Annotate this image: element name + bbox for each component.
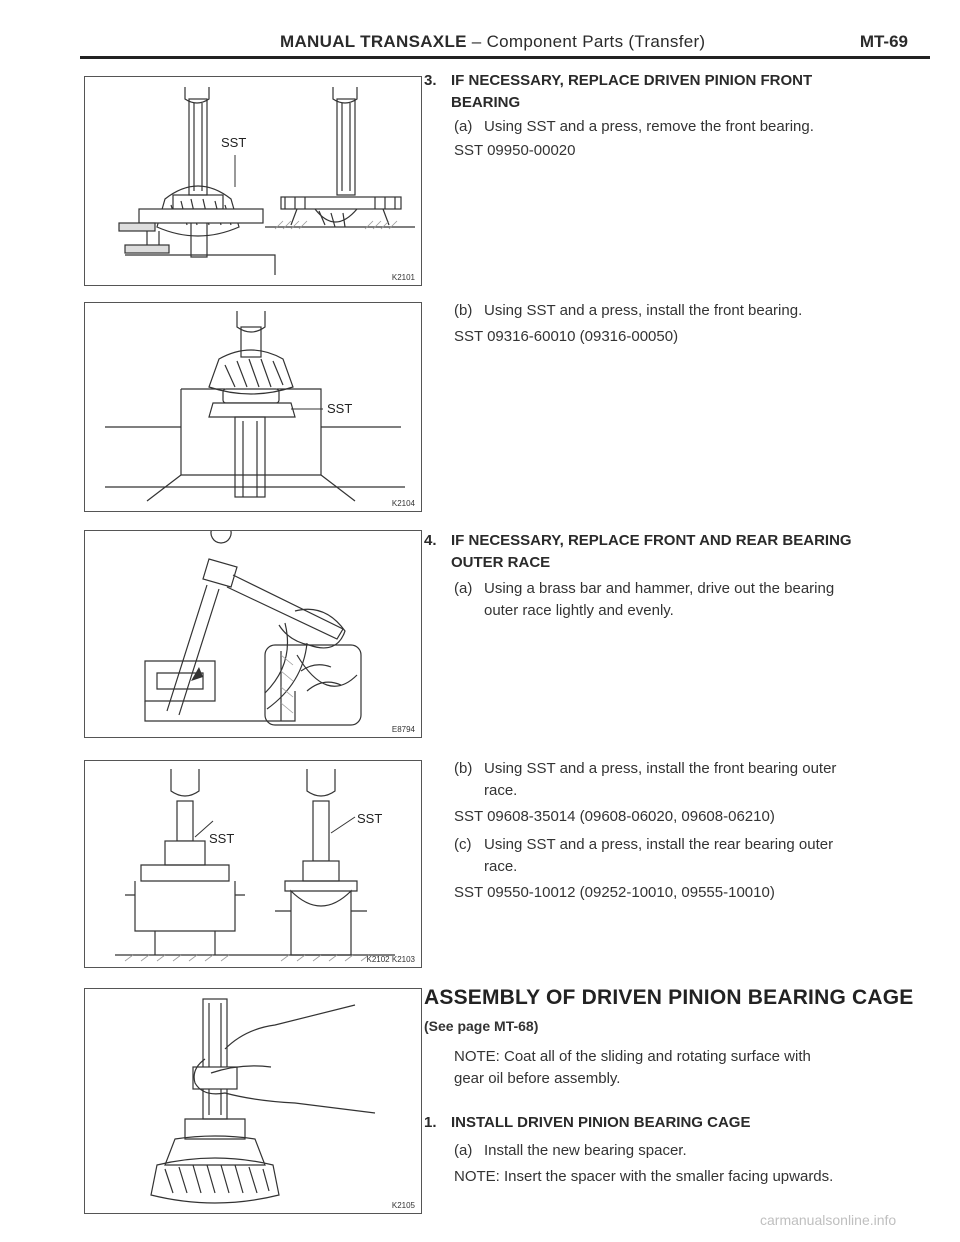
header-dash: –	[471, 32, 482, 51]
assembly-heading: ASSEMBLY OF DRIVEN PINION BEARING CAGE	[424, 986, 914, 1009]
step-4b-line1: Using SST and a press, install the front bearing outer	[484, 760, 837, 777]
header-section: MANUAL TRANSAXLE	[280, 32, 467, 51]
figure-e8794-code: E8794	[391, 725, 415, 734]
figure-k2105	[84, 988, 422, 1214]
figure-k2102-k2103-code: K2102 K2103	[366, 955, 415, 964]
step-3b-sst: SST 09316-60010 (09316-00050)	[454, 328, 679, 345]
step-3-title-line1: IF NECESSARY, REPLACE DRIVEN PINION FRONT	[451, 72, 813, 89]
assembly-see-page: (See page MT-68)	[424, 1018, 539, 1034]
step-3a-text: Using SST and a press, remove the front bearing.	[484, 118, 814, 135]
step-4a-line1: Using a brass bar and hammer, drive out the bearing	[484, 580, 835, 597]
figure-k2101	[84, 76, 422, 286]
figure-k2104-sst-label: SST	[327, 401, 353, 416]
assembly-note-line2: gear oil before assembly.	[454, 1070, 621, 1087]
step-4c-line1: Using SST and a press, install the rear bearing outer	[484, 836, 834, 853]
assembly-step-1a-marker: (a)	[454, 1142, 473, 1159]
step-4b-sst: SST 09608-35014 (09608-06020, 09608-06210)	[454, 808, 775, 825]
figure-k2104-illustration	[85, 303, 423, 513]
step-4c-line2: race.	[484, 858, 518, 875]
figure-k2101-illustration	[85, 77, 423, 287]
assembly-note-line1: NOTE: Coat all of the sliding and rotating surface with	[454, 1048, 811, 1065]
figure-k2101-code: K2101	[391, 273, 415, 282]
watermark: carmanualsonline.info	[760, 1212, 897, 1228]
page-header	[80, 30, 930, 56]
step-3-number: 3.	[424, 72, 437, 89]
assembly-step-1-title: INSTALL DRIVEN PINION BEARING CAGE	[451, 1114, 751, 1131]
step-4b-marker: (b)	[454, 760, 473, 777]
step-4b	[454, 758, 934, 802]
step-4a	[454, 578, 934, 622]
assembly-note2: NOTE: Insert the spacer with the smaller facing upwards.	[454, 1168, 834, 1185]
figure-k2104	[84, 302, 422, 512]
header-rule	[80, 56, 930, 59]
step-4-title-line2: OUTER RACE	[451, 554, 551, 571]
figure-e8794	[84, 530, 422, 738]
step-3a-sst: SST 09950-00020	[454, 142, 576, 159]
step-3-title-line2: BEARING	[451, 94, 521, 111]
step-4-title	[424, 530, 924, 574]
step-4b-line2: race.	[484, 782, 518, 799]
header-subtitle: Component Parts (Transfer)	[486, 32, 706, 51]
step-3a	[454, 116, 934, 138]
step-3b	[454, 300, 934, 322]
step-4-number: 4.	[424, 532, 437, 549]
figure-k2101-sst-label: SST	[221, 135, 247, 150]
figure-k2104-code: K2104	[391, 499, 415, 508]
figure-e8794-illustration	[85, 531, 423, 739]
figure-k2105-illustration	[85, 989, 423, 1215]
step-4c	[454, 834, 934, 878]
figure-k2102-k2103-illustration	[85, 761, 423, 969]
assembly-step-1a-text: Install the new bearing spacer.	[484, 1142, 687, 1159]
step-4c-marker: (c)	[454, 836, 472, 853]
figure-k2102-sst-label-right: SST	[357, 811, 383, 826]
step-3b-marker: (b)	[454, 302, 473, 319]
page-number: MT-69	[859, 32, 908, 51]
step-4a-line2: outer race lightly and evenly.	[484, 602, 674, 619]
step-3b-text: Using SST and a press, install the front bearing.	[484, 302, 803, 319]
figure-k2102-sst-label-left: SST	[209, 831, 235, 846]
step-3a-marker: (a)	[454, 118, 473, 135]
step-4a-marker: (a)	[454, 580, 473, 597]
step-3-title	[424, 70, 924, 114]
figure-k2102-k2103	[84, 760, 422, 968]
figure-k2105-code: K2105	[391, 1201, 415, 1210]
header-title	[280, 32, 705, 52]
assembly-step-1a	[454, 1140, 934, 1162]
step-4c-sst: SST 09550-10012 (09252-10010, 09555-10010)	[454, 884, 775, 901]
assembly-step-1	[424, 1112, 924, 1134]
step-4-title-line1: IF NECESSARY, REPLACE FRONT AND REAR BEARING	[451, 532, 852, 549]
assembly-step-1-number: 1.	[424, 1114, 437, 1131]
